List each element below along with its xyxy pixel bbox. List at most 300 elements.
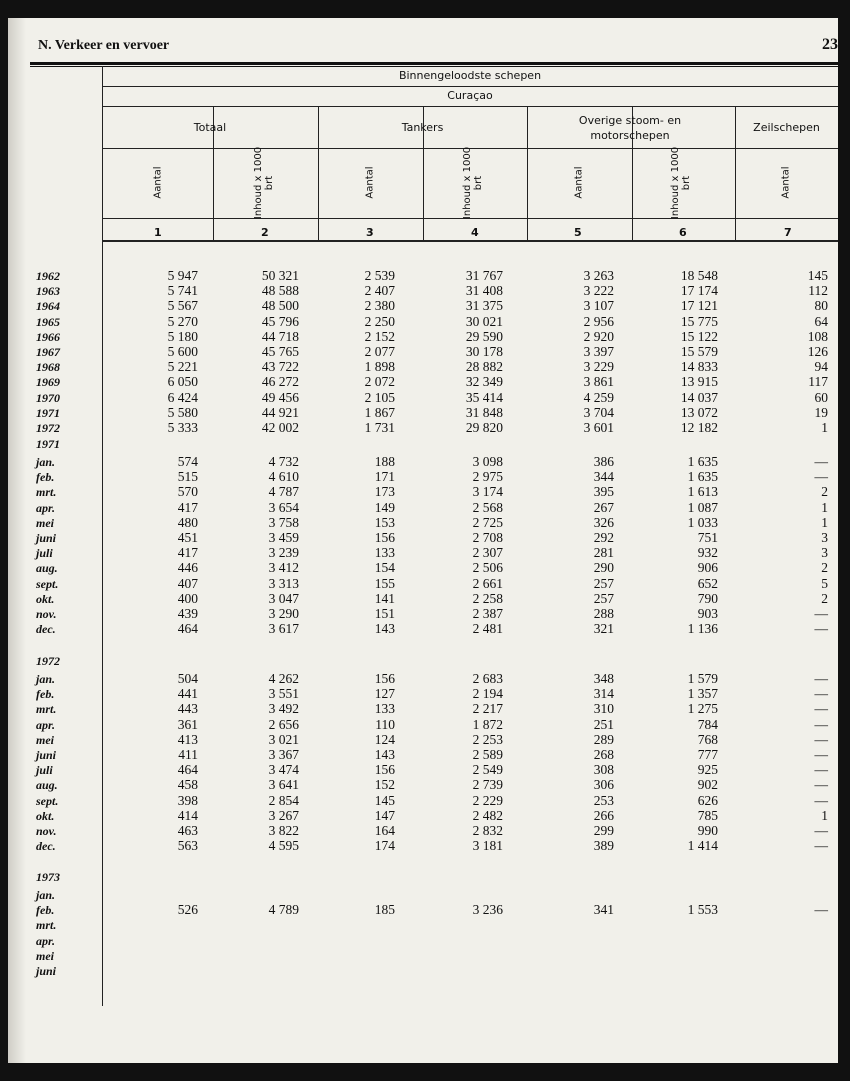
table-cell: 3 474 (268, 762, 299, 778)
table-cell: 443 (177, 701, 198, 717)
row-label: 1963 (36, 284, 60, 299)
row-label: nov. (36, 607, 57, 621)
table-cell: 4 789 (268, 902, 299, 918)
table-cell: 3 (821, 530, 828, 545)
table-cell: 288 (593, 606, 614, 621)
row-label: jan. (36, 672, 56, 686)
row-label: juni (36, 748, 57, 762)
col-divider (527, 106, 528, 241)
table-subtitle: Curaçao (447, 89, 493, 102)
table-cell: 3 174 (472, 484, 503, 500)
table-cell: 5 947 (167, 268, 198, 283)
table-cell: 652 (697, 575, 718, 591)
table-cell: 2 589 (472, 747, 503, 762)
row-label: okt. (36, 591, 55, 606)
table-cell: 289 (593, 731, 614, 747)
row-label: mei (36, 515, 54, 530)
table-cell: 2 506 (472, 560, 503, 576)
table-cell: 64 (814, 313, 828, 329)
table-cell: 417 (177, 545, 198, 561)
table-cell: 2 975 (472, 469, 503, 485)
table-cell: 5 180 (167, 328, 198, 344)
table-cell: 1 867 (364, 404, 395, 420)
row-label: 1971 (36, 405, 60, 420)
row-label: 1965 (36, 314, 60, 329)
row-label: feb. (36, 903, 55, 918)
table-cell: 3 107 (583, 298, 614, 314)
table-cell: 785 (697, 807, 718, 823)
table-cell: 3 181 (472, 838, 503, 854)
row-label: sept. (36, 793, 59, 808)
table-cell: — (814, 823, 828, 838)
table-cell: 126 (807, 344, 828, 359)
table-cell: 526 (177, 902, 198, 918)
table-cell: 156 (374, 530, 395, 545)
table-cell: 156 (374, 762, 395, 778)
table-cell: — (814, 621, 828, 637)
table-cell: 464 (177, 621, 198, 637)
table-cell: 5 (821, 575, 828, 591)
table-cell: 3 229 (583, 359, 614, 375)
table-cell: 4 732 (268, 454, 299, 469)
table-cell: 2 661 (472, 575, 503, 591)
row-label: apr. (36, 500, 56, 515)
table-cell: — (814, 701, 828, 717)
table-cell: 2 407 (364, 283, 395, 299)
table-cell: 2 832 (472, 823, 503, 838)
table-cell: 173 (374, 484, 395, 500)
subhead-col6: Inhoud x 1000 brt (670, 146, 692, 220)
table-cell: 145 (807, 268, 828, 283)
row-label: mei (36, 948, 54, 963)
table-cell: 361 (177, 716, 198, 732)
table-cell: 133 (374, 701, 395, 717)
table-cell: 4 259 (583, 389, 614, 405)
header-rule-thin (30, 66, 838, 67)
table-cell: 174 (374, 838, 395, 854)
table-cell: 751 (697, 530, 718, 545)
table-cell: 1 553 (687, 902, 718, 918)
table-cell: 110 (375, 716, 395, 732)
table-cell: 29 820 (465, 420, 503, 435)
table-cell: 768 (697, 731, 718, 747)
table-cell: 570 (177, 484, 198, 500)
row-label: 1972 (36, 421, 60, 435)
table-cell: 48 588 (261, 283, 299, 299)
table-cell: 5 580 (167, 404, 198, 420)
table-cell: 267 (593, 499, 614, 515)
table-cell: 108 (807, 328, 828, 344)
table-cell: 4 262 (268, 671, 299, 686)
table-cell: 29 590 (465, 328, 503, 344)
table-cell: 626 (697, 792, 718, 808)
table-cell: 2 152 (364, 328, 395, 344)
table-cell: 314 (593, 686, 614, 702)
table-cell: 60 (814, 389, 828, 405)
table-cell: 1 275 (687, 701, 718, 717)
table-cell: 902 (697, 777, 718, 793)
subhead-col2: Inhoud x 1000 brt (253, 146, 275, 220)
row-label: dec. (36, 839, 56, 854)
table-cell: 143 (374, 621, 395, 637)
column-number: 4 (471, 226, 479, 239)
table-cell: 19 (814, 404, 828, 420)
table-cell: 464 (177, 762, 198, 778)
table-cell: 13 915 (680, 374, 718, 390)
table-cell: 2 708 (472, 530, 503, 545)
group-header-tankers: Tankers (401, 121, 444, 134)
table-cell: 266 (593, 807, 614, 823)
table-cell: 31 767 (465, 268, 503, 283)
table-cell: 1 414 (687, 838, 718, 854)
row-label: 1964 (36, 299, 60, 314)
table-cell: 1 613 (687, 484, 718, 500)
table-cell: 574 (177, 454, 198, 469)
table-cell: 3 222 (583, 283, 614, 299)
table-cell: 15 775 (680, 313, 718, 329)
table-cell: 5 221 (167, 359, 198, 375)
table-cell: 2 920 (583, 328, 614, 344)
binding-shadow (8, 18, 26, 1063)
table-cell: 504 (177, 671, 198, 686)
row-label: juli (36, 763, 53, 778)
header-line (102, 86, 838, 87)
table-cell: 2 683 (472, 671, 503, 686)
table-cell: 5 600 (167, 344, 198, 359)
column-number: 2 (261, 226, 269, 239)
table-cell: 480 (177, 514, 198, 530)
table-cell: 44 921 (261, 404, 299, 420)
row-label: juni (36, 964, 57, 978)
table-cell: 3 313 (268, 575, 299, 591)
table-cell: 4 610 (268, 469, 299, 485)
table-cell: 308 (593, 762, 614, 778)
row-label: apr. (36, 717, 56, 732)
table-cell: 400 (177, 590, 198, 606)
table-cell: 1 (821, 807, 828, 823)
row-label: jan. (36, 455, 56, 469)
table-cell: 154 (374, 560, 395, 576)
table-cell: 458 (177, 777, 198, 793)
table-cell: 35 414 (465, 389, 503, 405)
row-label: apr. (36, 933, 56, 948)
table-cell: 14 833 (680, 359, 718, 375)
table-cell: 3 098 (472, 454, 503, 469)
table-cell: 5 567 (167, 298, 198, 314)
table-cell: 32 349 (465, 374, 503, 390)
row-label: 1966 (36, 329, 60, 344)
table-cell: 3 601 (583, 420, 614, 435)
table-cell: 463 (177, 823, 198, 838)
column-number: 5 (574, 226, 582, 239)
header-line (102, 106, 838, 107)
table-cell: 306 (593, 777, 614, 793)
table-cell: 188 (374, 454, 395, 469)
row-label: jan. (36, 888, 56, 902)
row-label: sept. (36, 576, 59, 591)
table-cell: 1 357 (687, 686, 718, 702)
table-cell: 2 854 (268, 792, 299, 808)
group-header-totaal: Totaal (193, 121, 227, 134)
table-cell: 31 848 (465, 404, 503, 420)
header-rule-thick (30, 62, 838, 65)
table-cell: — (814, 902, 828, 918)
table-cell: 2 253 (472, 731, 503, 747)
table-cell: 17 174 (680, 283, 718, 299)
table-cell: 3 (821, 545, 828, 561)
table-cell: 44 718 (261, 328, 299, 344)
table-cell: 147 (374, 807, 395, 823)
table-cell: 2 656 (268, 716, 299, 732)
document-page (8, 18, 838, 1063)
table-cell: 932 (697, 545, 718, 561)
table-cell: 1 136 (687, 621, 718, 637)
table-cell: 3 397 (583, 344, 614, 359)
header-line (102, 240, 838, 242)
table-cell: — (814, 606, 828, 621)
table-cell: 1 898 (364, 359, 395, 375)
table-cell: — (814, 716, 828, 732)
table-cell: 2 077 (364, 344, 395, 359)
row-label: mei (36, 732, 54, 747)
table-cell: 18 548 (680, 268, 718, 283)
table-cell: 153 (374, 514, 395, 530)
block-heading: 1971 (36, 437, 60, 451)
table-cell: 257 (593, 575, 614, 591)
table-cell: — (814, 731, 828, 747)
table-cell: 439 (177, 606, 198, 621)
table-cell: 2 250 (364, 313, 395, 329)
subhead-col7: Aantal (780, 166, 792, 199)
table-cell: 777 (697, 747, 718, 762)
table-cell: 149 (374, 499, 395, 515)
table-cell: — (814, 747, 828, 762)
section-title: N. Verkeer en vervoer (38, 38, 170, 53)
group-header-overige: Overige stoom- en motorschepen (578, 114, 682, 142)
table-cell: 3 492 (268, 701, 299, 717)
table-cell: 2 482 (472, 807, 503, 823)
block-heading: 1972 (36, 654, 60, 668)
table-cell: 310 (593, 701, 614, 717)
table-cell: 251 (593, 716, 614, 732)
table-cell: 3 263 (583, 268, 614, 283)
table-cell: 80 (814, 298, 828, 314)
table-cell: — (814, 838, 828, 854)
table-cell: 2 380 (364, 298, 395, 314)
table-cell: 156 (374, 671, 395, 686)
table-cell: 2 (821, 560, 828, 576)
row-label: aug. (36, 778, 58, 793)
table-cell: 185 (374, 902, 395, 918)
page-number: 23 (822, 36, 838, 53)
table-cell: 124 (374, 731, 395, 747)
table-cell: 341 (593, 902, 614, 918)
table-cell: 50 321 (261, 268, 299, 283)
table-cell: 268 (593, 747, 614, 762)
row-label: juni (36, 531, 57, 545)
row-label: juli (36, 546, 53, 561)
table-cell: — (814, 686, 828, 702)
table-cell: 3 047 (268, 590, 299, 606)
table-cell: — (814, 454, 828, 469)
table-cell: 1 635 (687, 454, 718, 469)
table-cell: 326 (593, 514, 614, 530)
table-cell: 13 072 (680, 404, 718, 420)
table-cell: 164 (374, 823, 395, 838)
table-cell: 417 (177, 499, 198, 515)
table-cell: 3 641 (268, 777, 299, 793)
table-cell: 3 459 (268, 530, 299, 545)
table-cell: 145 (374, 792, 395, 808)
table-cell: 43 722 (261, 359, 299, 375)
table-cell: 141 (374, 590, 395, 606)
table-cell: 2 387 (472, 606, 503, 621)
table-cell: 441 (177, 686, 198, 702)
table-cell: 28 882 (465, 359, 503, 375)
table-cell: 3 021 (268, 731, 299, 747)
table-cell: 1 731 (364, 420, 395, 435)
table-cell: 3 236 (472, 902, 503, 918)
row-label-divider (102, 66, 103, 1006)
table-cell: 94 (814, 359, 828, 375)
table-cell: 45 765 (261, 344, 299, 359)
table-cell: 5 333 (167, 420, 198, 435)
table-cell: 398 (177, 792, 198, 808)
table-cell: 2 539 (364, 268, 395, 283)
row-label: mrt. (36, 485, 57, 500)
table-cell: 3 267 (268, 807, 299, 823)
row-label: nov. (36, 824, 57, 838)
table-cell: 344 (593, 469, 614, 485)
table-cell: 2 194 (472, 686, 503, 702)
table-cell: 411 (178, 747, 198, 762)
table-cell: 1 (821, 514, 828, 530)
table-cell: 451 (177, 530, 198, 545)
column-number: 1 (154, 226, 162, 239)
table-cell: 784 (697, 716, 718, 732)
table-cell: 117 (808, 374, 828, 390)
row-label: aug. (36, 561, 58, 576)
table-cell: 127 (374, 686, 395, 702)
table-cell: 31 408 (465, 283, 503, 299)
table-cell: 2 (821, 484, 828, 500)
table-cell: 925 (697, 762, 718, 778)
table-cell: 290 (593, 560, 614, 576)
table-cell: 30 178 (465, 344, 503, 359)
row-label: dec. (36, 622, 56, 637)
table-cell: 1 (821, 499, 828, 515)
table-cell: 2 739 (472, 777, 503, 793)
table-cell: 30 021 (465, 313, 503, 329)
column-number: 7 (784, 226, 792, 239)
row-label: 1970 (36, 390, 60, 405)
table-cell: — (814, 777, 828, 793)
table-cell: 515 (177, 469, 198, 485)
table-cell: — (814, 762, 828, 778)
table-cell: 413 (177, 731, 198, 747)
table-cell: 3 654 (268, 499, 299, 515)
row-label: 1962 (36, 269, 60, 283)
group-header-zeilschepen: Zeilschepen (753, 121, 820, 134)
table-cell: 3 412 (268, 560, 299, 576)
table-cell: 2 549 (472, 762, 503, 778)
row-label: 1968 (36, 360, 60, 375)
table-cell: 2 307 (472, 545, 503, 561)
table-cell: 5 741 (167, 283, 198, 299)
table-cell: 15 122 (680, 328, 718, 344)
table-cell: 3 367 (268, 747, 299, 762)
table-cell: 155 (374, 575, 395, 591)
table-cell: 143 (374, 747, 395, 762)
table-cell: 1 033 (687, 514, 718, 530)
row-label: okt. (36, 808, 55, 823)
subhead-col4: Inhoud x 1000 brt (462, 146, 484, 220)
table-cell: 12 182 (680, 420, 718, 435)
table-cell: 31 375 (465, 298, 503, 314)
column-number: 3 (366, 226, 374, 239)
table-cell: 903 (697, 606, 718, 621)
table-cell: 389 (593, 838, 614, 854)
table-cell: 2 (821, 590, 828, 606)
table-cell: 4 787 (268, 484, 299, 500)
row-label: 1967 (36, 345, 60, 359)
table-cell: 790 (697, 590, 718, 606)
row-label: feb. (36, 470, 55, 485)
table-cell: 253 (593, 792, 614, 808)
table-cell: 2 217 (472, 701, 503, 717)
table-cell: 990 (697, 823, 718, 838)
row-label: feb. (36, 687, 55, 702)
table-cell: 171 (374, 469, 395, 485)
table-cell: 2 568 (472, 499, 503, 515)
table-cell: 2 105 (364, 389, 395, 405)
subhead-col5: Aantal (573, 166, 585, 199)
table-cell: 2 258 (472, 590, 503, 606)
table-cell: 2 481 (472, 621, 503, 637)
table-cell: 112 (808, 283, 828, 299)
table-cell: 3 704 (583, 404, 614, 420)
table-cell: 3 758 (268, 514, 299, 530)
table-cell: — (814, 671, 828, 686)
table-cell: 3 822 (268, 823, 299, 838)
table-cell: 321 (593, 621, 614, 637)
table-cell: — (814, 792, 828, 808)
table-cell: 14 037 (680, 389, 718, 405)
table-cell: 414 (177, 807, 198, 823)
table-cell: 2 229 (472, 792, 503, 808)
table-cell: 446 (177, 560, 198, 576)
table-cell: 407 (177, 575, 198, 591)
table-cell: 906 (697, 560, 718, 576)
column-number: 6 (679, 226, 687, 239)
table-cell: 15 579 (680, 344, 718, 359)
table-cell: 151 (374, 606, 395, 621)
table-cell: 2 725 (472, 514, 503, 530)
table-cell: 1 579 (687, 671, 718, 686)
table-cell: 3 239 (268, 545, 299, 561)
subhead-col3: Aantal (364, 166, 376, 199)
table-cell: 133 (374, 545, 395, 561)
table-cell: 48 500 (261, 298, 299, 314)
table-cell: 2 956 (583, 313, 614, 329)
table-cell: 49 456 (261, 389, 299, 405)
table-cell: 45 796 (261, 313, 299, 329)
table-cell: 257 (593, 590, 614, 606)
table-cell: 42 002 (261, 420, 299, 435)
table-cell: 281 (593, 545, 614, 561)
table-cell: 6 050 (167, 374, 198, 390)
table-cell: 348 (593, 671, 614, 686)
